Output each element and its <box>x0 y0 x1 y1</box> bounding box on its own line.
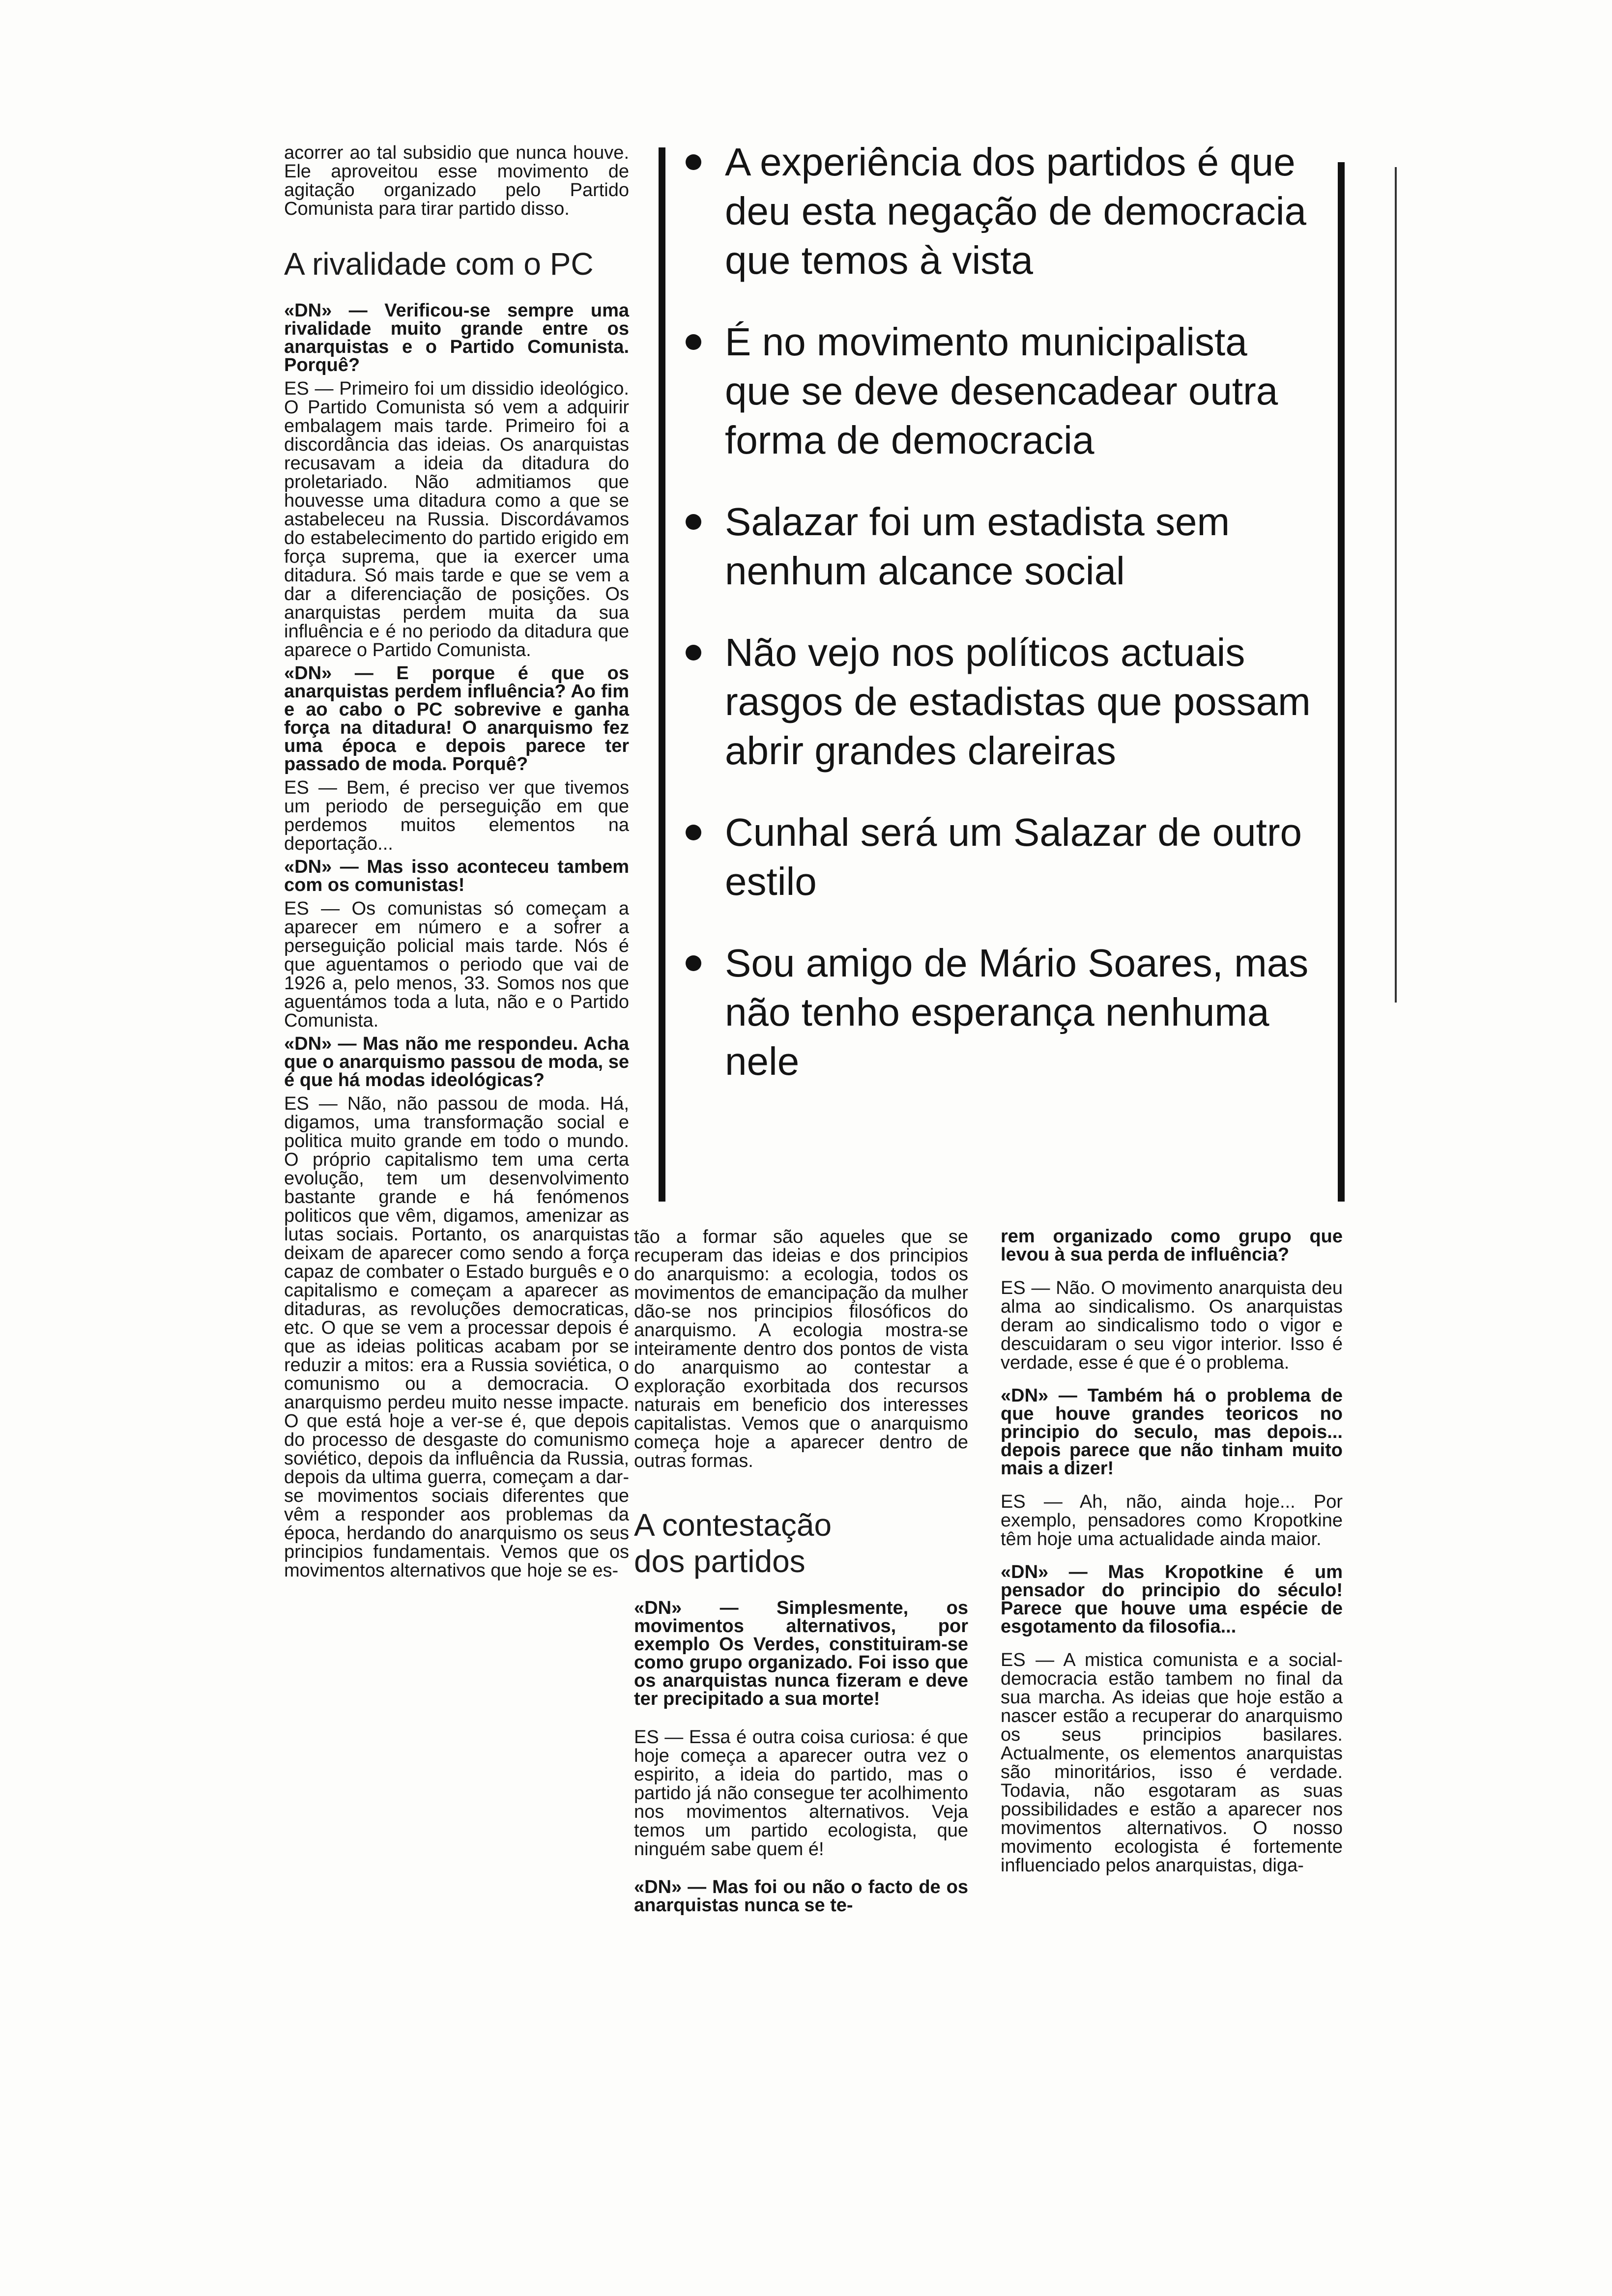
question-paragraph: «DN» — Mas Kropotkine é um pensador do principio do século! Parece que houve uma espécie de esgotamento da filosofia... <box>1001 1562 1343 1637</box>
answer-paragraph: ES — Primeiro foi um dissidio ideológico. O Partido Comunista só vem a adquirir embalagem mais tarde. Primeiro foi a discordância das ideias. Os anarquistas recusavam a ideia da ditadura do proletariado. Não admitiamos que houvesse uma ditadura como a que se astabeleceu na Russia. Discordávamos do estabelecimento do partido erigido em força suprema, que ia exercer uma ditadura. Só mais tarde e que se vem a dar a diferenciação de posições. Os anarquistas perdem muita da sua influência e é no periodo da ditadura que aparece o Partido Comunista. <box>284 378 629 660</box>
bullet-icon <box>686 825 701 840</box>
question-paragraph: «DN» — Mas isso aconteceu tambem com os comunistas! <box>284 857 629 895</box>
pull-quote-box <box>686 138 1320 1119</box>
question-paragraph: «DN» — E porque é que os anarquistas perdem influência? Ao fim e ao cabo o PC sobrevive e ganha força na ditadura! O anarquismo fez uma época e depois parece ter passado de moda. Porquê? <box>284 663 629 775</box>
section-heading-contestacao: A contestação dos partidos <box>634 1507 832 1579</box>
answer-paragraph: ES — Bem, é preciso ver que tivemos um periodo de perseguição em que perdemos muitos elementos na deportação... <box>284 777 629 854</box>
pull-quote: Cunhal será um Salazar de outro estilo <box>686 808 1320 906</box>
pull-quote-right-rule <box>1338 162 1345 1202</box>
answer-paragraph: ES — Essa é outra coisa curiosa: é que hoje começa a aparecer outra vez o espirito, a ideia do partido, mas o partido já não consegue ter acolhimento nos movimentos alternativos. Veja temos um partido ecologista, que ninguém sabe quem é! <box>634 1727 968 1860</box>
answer-paragraph: ES — Não. O movimento anarquista deu alma ao sindicalismo. Os anarquistas deram ao sindicalismo todo o vigor e descuidaram o seu vigor interior. Isso é verdade, esse é que é o problema. <box>1001 1278 1343 1373</box>
column-1 <box>284 144 629 1585</box>
pull-quote-left-rule <box>659 147 665 1202</box>
section-heading-rivalidade: A rivalidade com o PC <box>284 246 594 282</box>
answer-paragraph: ES — Não, não passou de moda. Há, digamos, uma transformação social e politica muito grande em todo o mundo. O próprio capitalismo tem uma certa evolução, tem um desenvolvimento bastante grande e há fenómenos politicos que vêm, digamos, amenizar as lutas sociais. Portanto, os anarquistas deixam de aparecer como sendo a força capaz de combater o Estado burguês e o capitalismo e começam a aparecer as ditaduras, as revoluções democraticas, etc. O que se vem a processar depois é que as ideias politicas acabam por se reduzir a mitos: era a Russia soviética, o comunismo ou a democracia. O anarquismo perdeu muito nesse impacte. O que está hoje a ver-se é, que depois do processo de desgaste do comunismo soviético, depois da influência da Russia, depois da ultima guerra, começam a dar-se movimentos sociais diferentes que vêm a responder aos problemas da época, herdando do anarquismo os seus principios fundamentais. Vemos que os movimentos alternativos que hoje se es- <box>284 1093 629 1581</box>
answer-paragraph: ES — A mistica comunista e a social-democracia estão tambem no final da sua marcha. As ideias que hoje estão a nascer estão a recuperar do anarquismo os seus principios basilares. Actualmente, os elementos anarquistas são minoritários, isso é verdade. Todavia, não esgotaram as suas possibilidades e estão a aparecer nos movimentos alternativos. O nosso movimento ecologista é fortemente influenciado pelos anarquistas, diga- <box>1001 1650 1343 1876</box>
answer-paragraph: ES — Os comunistas só começam a aparecer em número e a sofrer a perseguição policial mais tarde. Nós é que aguentamos o periodo que vai de 1926 a, pelo menos, 33. Somos nos que aguentámos toda a luta, não e o Partido Comunista. <box>284 898 629 1031</box>
bullet-icon <box>686 955 701 971</box>
pull-quote: A experiência dos partidos é que deu esta negação de democracia que temos à vista <box>686 138 1320 285</box>
answer-paragraph: ES — Ah, não, ainda hoje... Por exemplo, pensadores como Kropotkine têm hoje uma actualidade ainda maior. <box>1001 1492 1343 1550</box>
question-paragraph: «DN» — Simplesmente, os movimentos alternativos, por exemplo Os Verdes, constituiram-se como grupo organizado. Foi isso que os anarquistas nunca fizeram e deve ter precipitado a sua morte! <box>634 1598 968 1709</box>
pull-quote: Salazar foi um estadista sem nenhum alcance social <box>686 497 1320 596</box>
bullet-icon <box>686 514 701 530</box>
page-edge-rule <box>1395 167 1397 1003</box>
bullet-icon <box>686 645 701 660</box>
pull-quote: Não vejo nos políticos actuais rasgos de estadistas que possam abrir grandes clareiras <box>686 628 1320 775</box>
question-paragraph: «DN» — Também há o problema de que houve grandes teoricos no principio do seculo, mas depois... depois parece que não tinham muito mais a dizer! <box>1001 1385 1343 1479</box>
question-paragraph: «DN» — Mas foi ou não o facto de os anarquistas nunca se te- <box>634 1877 968 1916</box>
question-paragraph: rem organizado como grupo que levou à sua perda de influência? <box>1001 1226 1343 1265</box>
bullet-icon <box>686 154 701 170</box>
question-paragraph: «DN» — Mas não me respondeu. Acha que o anarquismo passou de moda, se é que há modas ideológicas? <box>284 1033 629 1091</box>
bullet-icon <box>686 334 701 350</box>
intro-paragraph: acorrer ao tal subsidio que nunca houve. Ele aproveitou esse movimento de agitação organizado pelo Partido Comunista para tirar partido disso. <box>284 143 629 219</box>
column-3 <box>1001 1228 1343 1880</box>
pull-quote: É no movimento municipalista que se deve desencadear outra forma de democracia <box>686 317 1320 465</box>
column-2 <box>634 1228 968 1920</box>
pull-quote: Sou amigo de Mário Soares, mas não tenho esperança nenhuma nele <box>686 939 1320 1086</box>
question-paragraph: «DN» — Verificou-se sempre uma rivalidade muito grande entre os anarquistas e o Partido Comunista. Porquê? <box>284 300 629 375</box>
body-paragraph: tão a formar são aqueles que se recuperam das ideias e dos principios do anarquismo: a ecologia, todos os movimentos de emancipação da mulher dão-se nos principios filosóficos do anarquismo. A ecologia mostra-se inteiramente dentro dos pontos de vista do anarquismo ao contestar a exploração exorbitada dos recursos naturais em beneficio dos interesses capitalistas. Vemos que o anarquismo começa hoje a aparecer dentro de outras formas. <box>634 1227 968 1471</box>
